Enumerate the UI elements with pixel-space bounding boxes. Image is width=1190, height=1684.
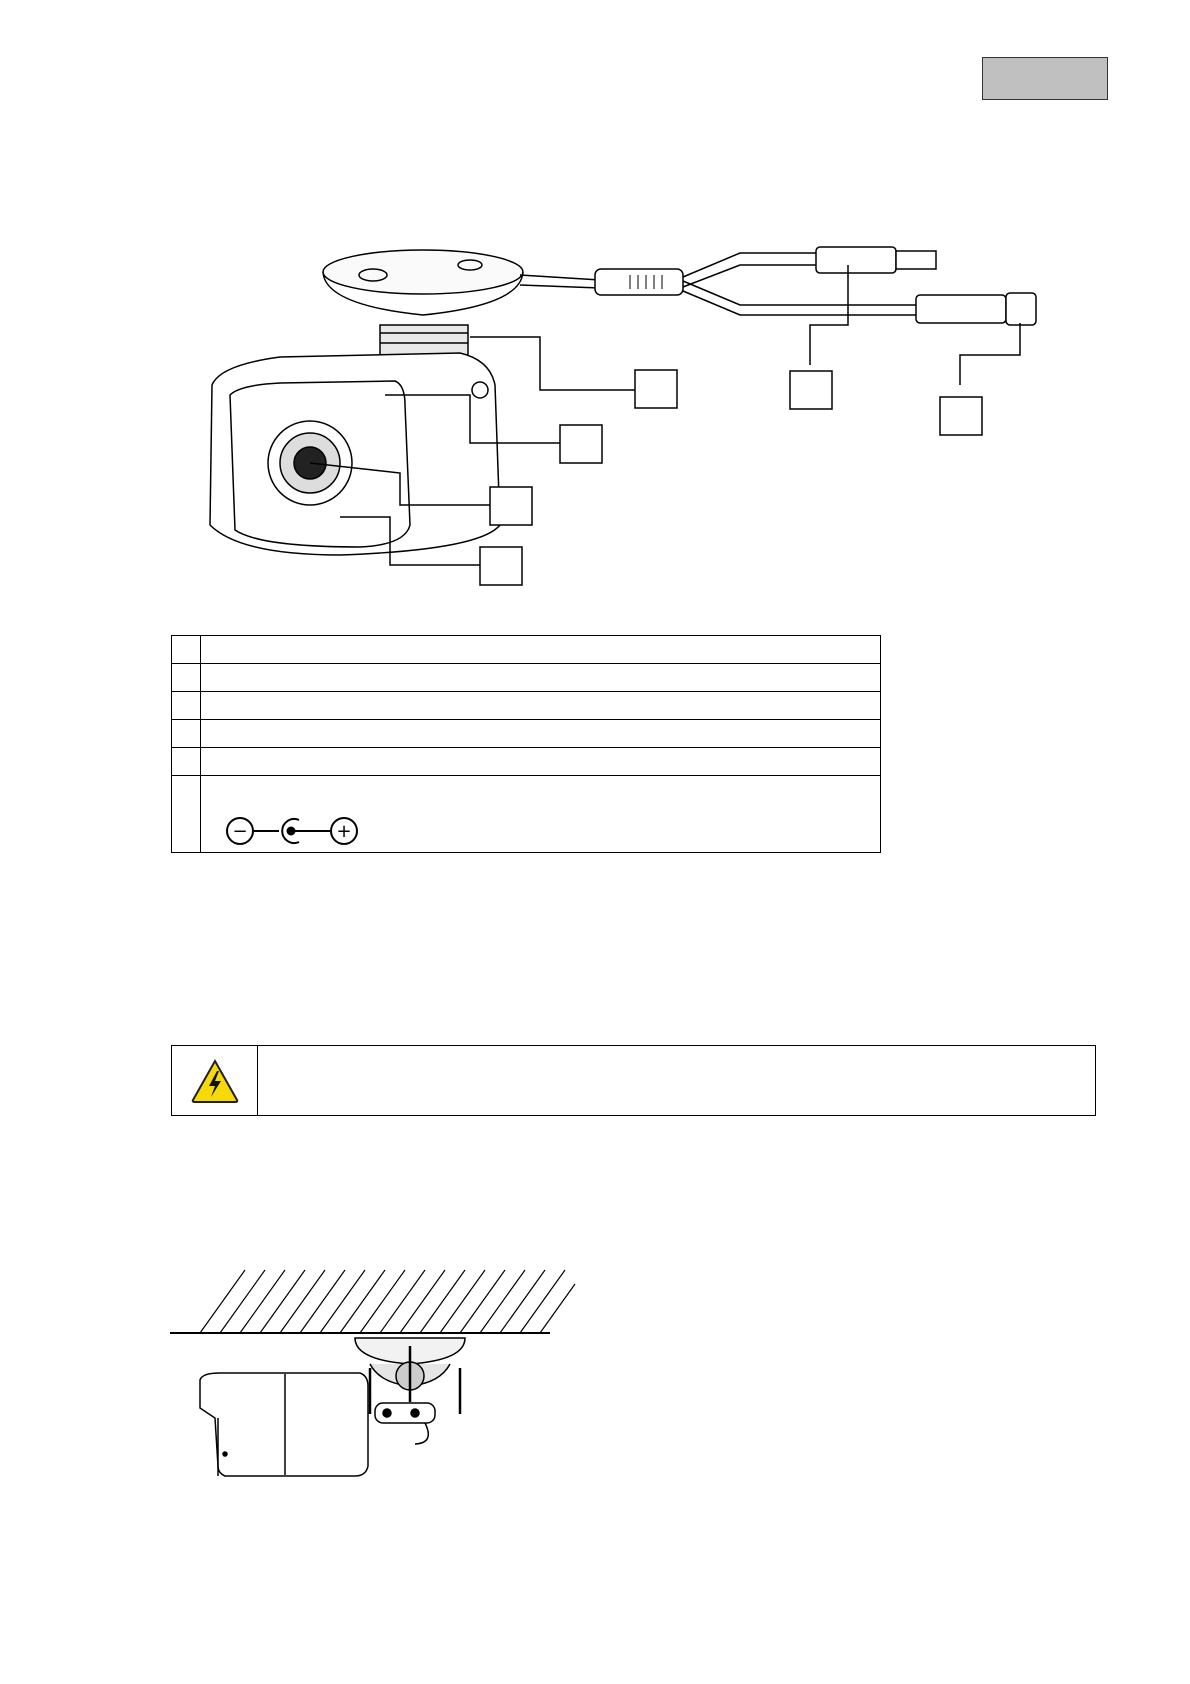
table-row xyxy=(172,692,881,720)
video-connector xyxy=(916,295,1006,323)
row-number xyxy=(172,776,201,853)
polarity-minus: − xyxy=(232,821,248,842)
callout-box xyxy=(790,371,832,409)
cable-junction xyxy=(595,269,683,295)
table-row xyxy=(172,664,881,692)
camera-housing xyxy=(210,353,500,555)
row-description xyxy=(201,692,881,720)
mount-base xyxy=(323,250,523,294)
table-row xyxy=(172,776,881,853)
callout-box xyxy=(490,487,532,525)
row-description xyxy=(201,748,881,776)
camera-overview-diagram xyxy=(160,225,1060,595)
row-description xyxy=(201,720,881,748)
row-number xyxy=(172,664,201,692)
mount-ring xyxy=(380,325,468,355)
row-number xyxy=(172,748,201,776)
polarity-symbol-icon xyxy=(223,814,363,848)
warning-text xyxy=(258,1046,1095,1115)
high-voltage-warning-icon xyxy=(190,1058,240,1104)
warning-box xyxy=(171,1045,1096,1116)
camera-housing xyxy=(200,1373,368,1476)
callout-box xyxy=(480,547,522,585)
table-row xyxy=(172,636,881,664)
row-description xyxy=(201,664,881,692)
table-row xyxy=(172,720,881,748)
warning-icon-cell xyxy=(172,1046,258,1115)
power-connector xyxy=(816,247,896,273)
row-number xyxy=(172,720,201,748)
language-badge xyxy=(982,57,1108,100)
callout-box xyxy=(635,370,677,408)
row-description xyxy=(201,776,881,853)
ceiling-mount-illustration xyxy=(170,1268,580,1498)
ceiling-hatching xyxy=(200,1270,575,1333)
callout-box xyxy=(560,425,602,463)
row-number xyxy=(172,636,201,664)
row-number xyxy=(172,692,201,720)
callout-box xyxy=(940,397,982,435)
table-row xyxy=(172,748,881,776)
parts-table xyxy=(171,635,881,853)
row-description xyxy=(201,636,881,664)
polarity-plus: + xyxy=(336,821,352,842)
